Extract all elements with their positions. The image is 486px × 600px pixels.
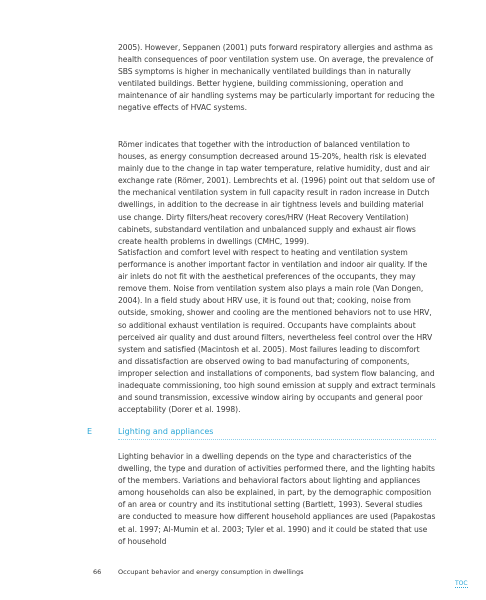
section-marker: E xyxy=(87,427,93,436)
paragraph-lighting-behavior: Lighting behavior in a dwelling depends on the type and characteristics of the dwelling, the type and duration of activities performed there, and the lighting habits of the members. Variations and behavioral factors about lighting and appliances among households can also be explained, in part, by the demographic composition of an area or country and its institutional setting (Bartlett, 1993). Several studies are conducted to measure how different household appliances are used (Papakostas et al. 1997; Al-Mumin et al. 2003; Tyler et al. 1990) and it could be stated that use of household xyxy=(118,452,436,546)
running-title: Occupant behavior and energy consumption in dwellings xyxy=(118,568,304,576)
section-heading: Lighting and appliances xyxy=(118,427,214,436)
section-divider xyxy=(118,439,436,440)
paragraph-satisfaction-comfort: Satisfaction and comfort level with respect to heating and ventilation system performance is another important factor in ventilation and indoor air quality. If the air inlets do not fit with the aesthetical preferences of the occupants, they may remove them. Noise from ventilation system also plays a main role (Van Dongen, 2004). In a field study about HRV use, it is found out that; cooking, noise from outside, smoking, shower and cooling are the mentioned behaviors not to use HRV, so additional exhaust ventilation is required. Occupants have complaints about perceived air quality and dust around filters, nevertheless feel control over the HRV system and satisfied (Macintosh et al. 2005). Most failures leading to discomfort and dissatisfaction are observed owing to bad manufacturing of components, improper selection and installations of components, bad system flow balancing, and inadequate commissioning, too high sound emission at supply and extract terminals and sound transmission, excessive window airing by occupants and general poor acceptability (Dorer et al. 1998). xyxy=(118,248,436,415)
paragraph-ventilation-health: 2005). However, Seppanen (2001) puts forward respiratory allergies and asthma as health consequences of poor ventilation system use. On average, the prevalence of SBS symptoms is higher in mechanically ventilated buildings than in naturally ventilated buildings. Better hygiene, building commissioning, operation and maintenance of air handling systems may be particularly important for reducing the negative effects of HVAC systems. xyxy=(118,43,435,113)
toc-link[interactable]: TOC xyxy=(455,580,468,587)
paragraph-balanced-ventilation: Römer indicates that together with the introduction of balanced ventilation to houses, as energy consumption decreased around 15-20%, health risk is elevated mainly due to the change in tap water temperature, relative humidity, dust and air exchange rate (Römer, 2001). Lembrechts et al. (1996) point out that seldom use of the mechanical ventilation system in full capacity result in radon increase in Dutch dwellings, in addition to the decrease in air tightness levels and building material use change. Dirty filters/heat recovery cores/HRV (Heat Recovery Ventilation) cabinets, substandard ventilation and unbalanced supply and exhaust air flows create health problems in dwellings (CMHC, 1999). xyxy=(118,140,435,246)
page-number: 66 xyxy=(93,568,102,576)
